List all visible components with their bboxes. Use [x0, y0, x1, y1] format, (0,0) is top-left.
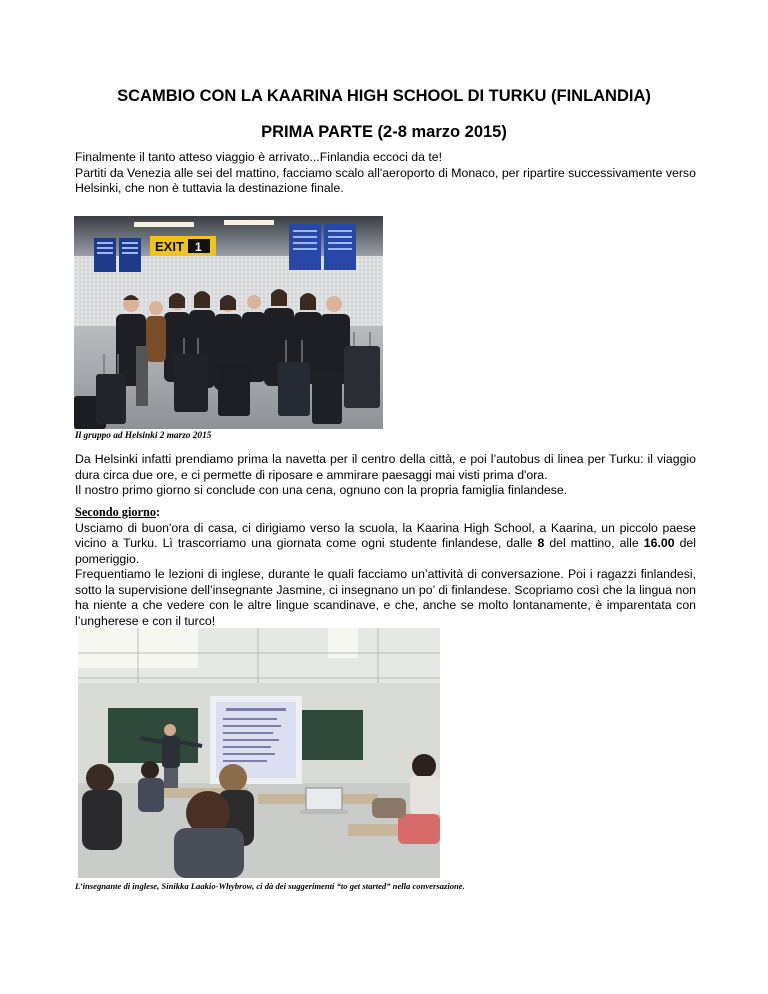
document-title: SCAMBIO CON LA KAARINA HIGH SCHOOL DI TURKU (FINLANDIA) — [117, 87, 651, 105]
classroom-photo-illustration — [78, 628, 440, 878]
day1-line-2: Il nostro primo giorno si conclude con una cena, ognuno con la propria famiglia finlandese. — [75, 483, 568, 497]
exit-sign-text: EXIT — [155, 239, 184, 254]
intro-paragraph — [75, 150, 696, 197]
intro-line-2: Partiti da Venezia alle sei del mattino, facciamo scalo all'aeroporto di Monaco, per ripartire successivamente verso Helsinki, che non è tuttavia la destinazione finale. — [75, 165, 696, 195]
day2-section — [75, 505, 696, 629]
day1-paragraph — [75, 452, 696, 499]
day2-p1-time2: 16.00 — [643, 536, 675, 550]
laptop — [306, 788, 342, 810]
photo-group-helsinki — [74, 216, 383, 429]
day2-heading-colon: : — [155, 505, 161, 519]
day2-paragraph-1 — [75, 521, 696, 568]
document-subtitle: PRIMA PARTE (2-8 marzo 2015) — [261, 123, 507, 141]
day1-line-1: Da Helsinki infatti prendiamo prima la navetta per il centro della città, e poi l’autobus di linea per Turku: il viaggio dura circa due ore, e ci permette di riposare e ammirare paesaggi mai visti prima d'ora. — [75, 452, 696, 482]
exit-sign-number: 1 — [195, 240, 202, 254]
photo-classroom — [78, 628, 440, 878]
day2-p1-c: del pomeriggio. — [75, 536, 696, 566]
day2-p1-time1: 8 — [537, 536, 545, 550]
day2-p1-b: del mattino, alle — [544, 536, 644, 550]
day2-heading: Secondo giorno — [75, 505, 156, 519]
intro-line-1: Finalmente il tanto atteso viaggio è arrivato...Finlandia eccoci da te! — [75, 150, 443, 164]
day2-paragraph-2: Frequentiamo le lezioni di inglese, durante le quali facciamo un’attività di conversazione. Poi i ragazzi finlandesi, sotto la supervisione dell’insegnante Jasmine, ci insegnano un po’ di finlandese. Scopriamo così che la lingua non ha niente a che vedere con le altre lingue scandinave, e che, anche se molto lontanamente, è imparentata con l’ungherese e con il turco! — [75, 567, 696, 628]
photo2-caption: L’insegnante di inglese, Sinikka Laakio-Whybrow, ci dà dei suggerimenti “to get started” nella conversazione. — [75, 881, 465, 891]
day2-heading-line — [75, 505, 696, 521]
day2-p1-a: Usciamo di buon'ora di casa, ci dirigiamo verso la scuola, la Kaarina High School, a Kaarina, un piccolo paese vicino a Turku. Lì trascorriamo una giornata come ogni studente finlandese, dalle — [75, 520, 696, 550]
airport-photo-illustration — [74, 216, 383, 429]
photo1-caption: Il gruppo ad Helsinki 2 marzo 2015 — [75, 431, 212, 441]
